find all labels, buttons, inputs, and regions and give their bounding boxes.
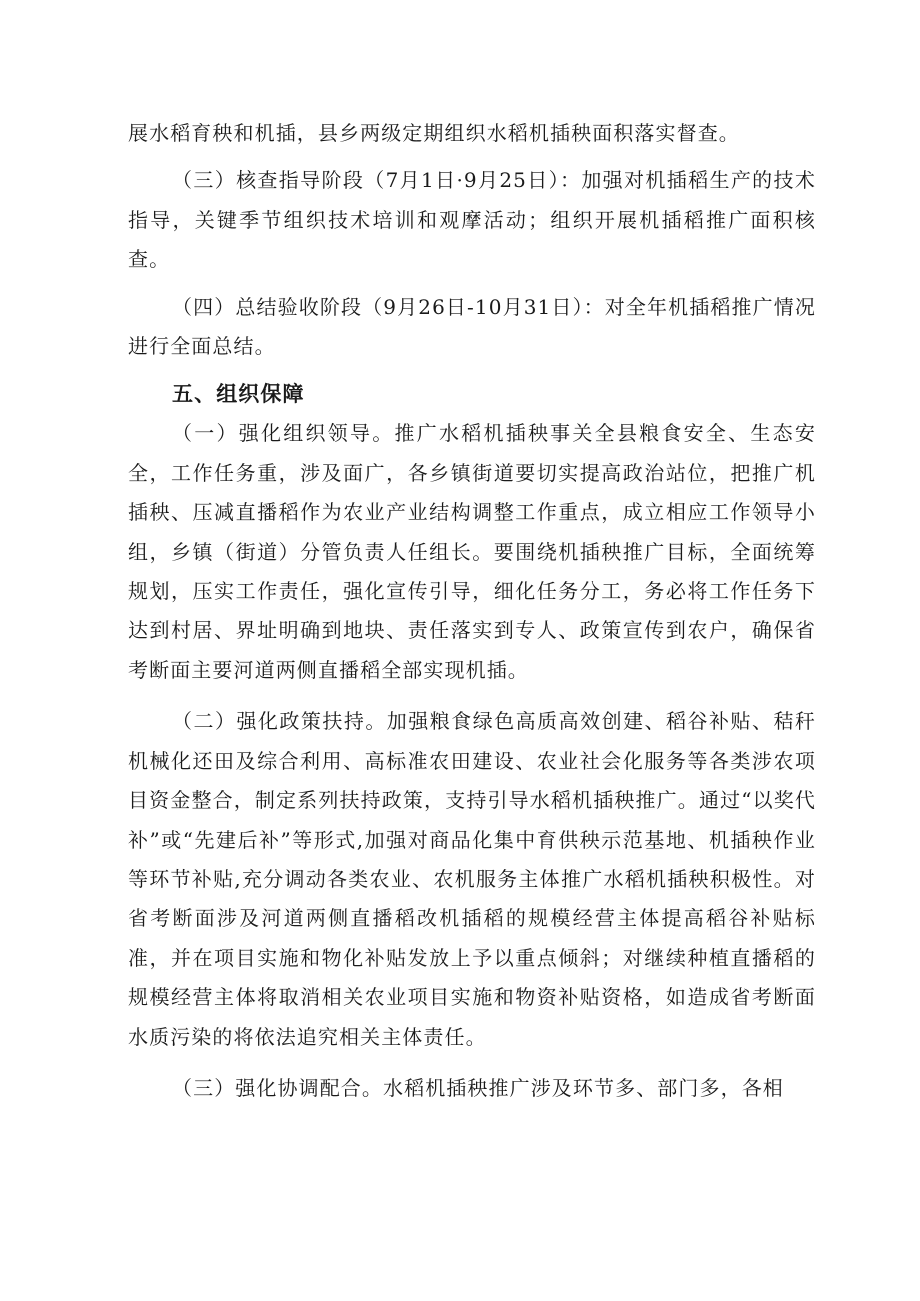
paragraph-policy-support: （二）强化政策扶持。加强粮食绿色高质高效创建、稻谷补贴、秸秆机械化还田及综合利用、高标准农田建设、农业社会化服务等各类涉农项目资金整合，制定系列扶持政策，支持引导水稻机插秧推广。通过“以奖代补”或“先建后补”等形式,加强对商品化集中育供秧示范基地、机插秧作业等环节补贴,充分调动各类农业、农机服务主体推广水稻机插秧积极性。对省考断面涉及河道两侧直播稻改机插稻的规模经营主体提高稻谷补贴标准，并在项目实施和物化补贴发放上予以重点倾斜；对继续种植直播稻的规模经营主体将取消相关农业项目实施和物资补贴资格，如造成省考断面水质污染的将依法追究相关主体责任。 bbox=[128, 709, 816, 1049]
paragraph-stage-four: （四）总结验收阶段（9月26日-10月31日）：对全年机插稻推广情况进行全面总结。 bbox=[128, 294, 816, 359]
document-page bbox=[128, 114, 816, 1108]
paragraph-stage-three: （三）核查指导阶段（7月1日·9月25日）：加强对机插稻生产的技术指导，关键季节组织技术培训和观摩活动；组织开展机插稻推广面积核查。 bbox=[128, 168, 816, 272]
paragraph-coordination: （三）强化协调配合。水稻机插秧推广涉及环节多、部门多，各相 bbox=[172, 1075, 784, 1100]
paragraph-continuation: 展水稻育秧和机插，县乡两级定期组织水稻机插秧面积落实督查。 bbox=[128, 121, 740, 145]
section-heading-organization: 五、组织保障 bbox=[172, 382, 305, 407]
paragraph-leadership: （一）强化组织领导。推广水稻机插秧事关全县粮食安全、生态安全，工作任务重，涉及面广，各乡镇街道要切实提高政治站位，把推广机插秧、压减直播稻作为农业产业结构调整工作重点，成立相应工作领导小组，乡镇（街道）分管负责人任组长。要围绕机插秧推广目标，全面统筹规划，压实工作责任，强化宣传引导，细化任务分工，务必将工作任务下达到村居、界址明确到地块、责任落实到专人、政策宣传到农户，确保省考断面主要河道两侧直播稻全部实现机插。 bbox=[128, 421, 816, 682]
